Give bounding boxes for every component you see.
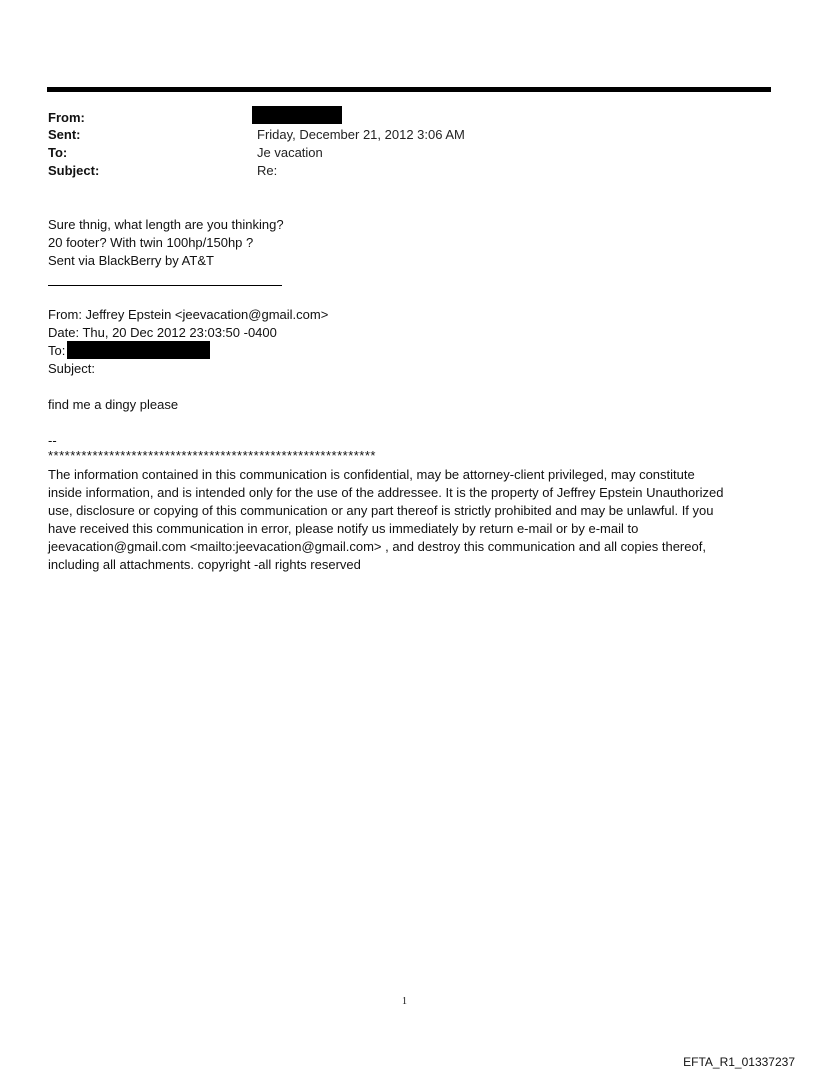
to-value: Je vacation xyxy=(257,145,323,160)
signature-dash: -- xyxy=(48,433,57,448)
disclaimer-line: jeevacation@gmail.com <mailto:jeevacation@gmail.com> , and destroy this communication and all copies thereof, xyxy=(48,539,706,554)
quoted-body: find me a dingy please xyxy=(48,397,179,412)
disclaimer-line: have received this communication in error, please notify us immediately by return e-mail or by e-mail to xyxy=(48,521,639,536)
from-label: From: xyxy=(48,110,85,125)
quoted-to: To: xyxy=(48,343,66,358)
quote-divider xyxy=(48,285,282,286)
disclaimer-line: The information contained in this communication is confidential, may be attorney-client privileged, may constitute xyxy=(48,467,695,482)
subject-label: Subject: xyxy=(48,163,100,178)
reply-signature: Sent via BlackBerry by AT&T xyxy=(48,253,214,268)
sent-value: Friday, December 21, 2012 3:06 AM xyxy=(257,127,465,142)
reply-line: 20 footer? With twin 100hp/150hp ? xyxy=(48,235,254,250)
sent-label: Sent: xyxy=(48,127,81,142)
confidentiality-disclaimer xyxy=(48,466,768,574)
disclaimer-line: including all attachments. copyright -all rights reserved xyxy=(48,557,361,572)
disclaimer-line: inside information, and is intended only for the use of the addressee. It is the property of Jeffrey Epstein Unauthorized xyxy=(48,485,724,500)
signature-stars: *********************************************************** xyxy=(48,448,376,463)
header-rule xyxy=(47,87,771,92)
subject-value: Re: xyxy=(257,163,278,178)
from-redaction xyxy=(252,106,342,124)
disclaimer-line: use, disclosure or copying of this communication or any part thereof is strictly prohibited and may be unlawful. If you xyxy=(48,503,714,518)
quoted-from: From: Jeffrey Epstein <jeevacation@gmail.com> xyxy=(48,307,329,322)
quoted-to-redaction xyxy=(67,341,210,359)
document-id: EFTA_R1_01337237 xyxy=(683,1055,795,1069)
reply-line: Sure thnig, what length are you thinking? xyxy=(48,217,284,232)
quoted-date: Date: Thu, 20 Dec 2012 23:03:50 -0400 xyxy=(48,325,277,340)
quoted-subject: Subject: xyxy=(48,361,95,376)
to-label: To: xyxy=(48,145,68,160)
page-number: 1 xyxy=(402,996,407,1007)
